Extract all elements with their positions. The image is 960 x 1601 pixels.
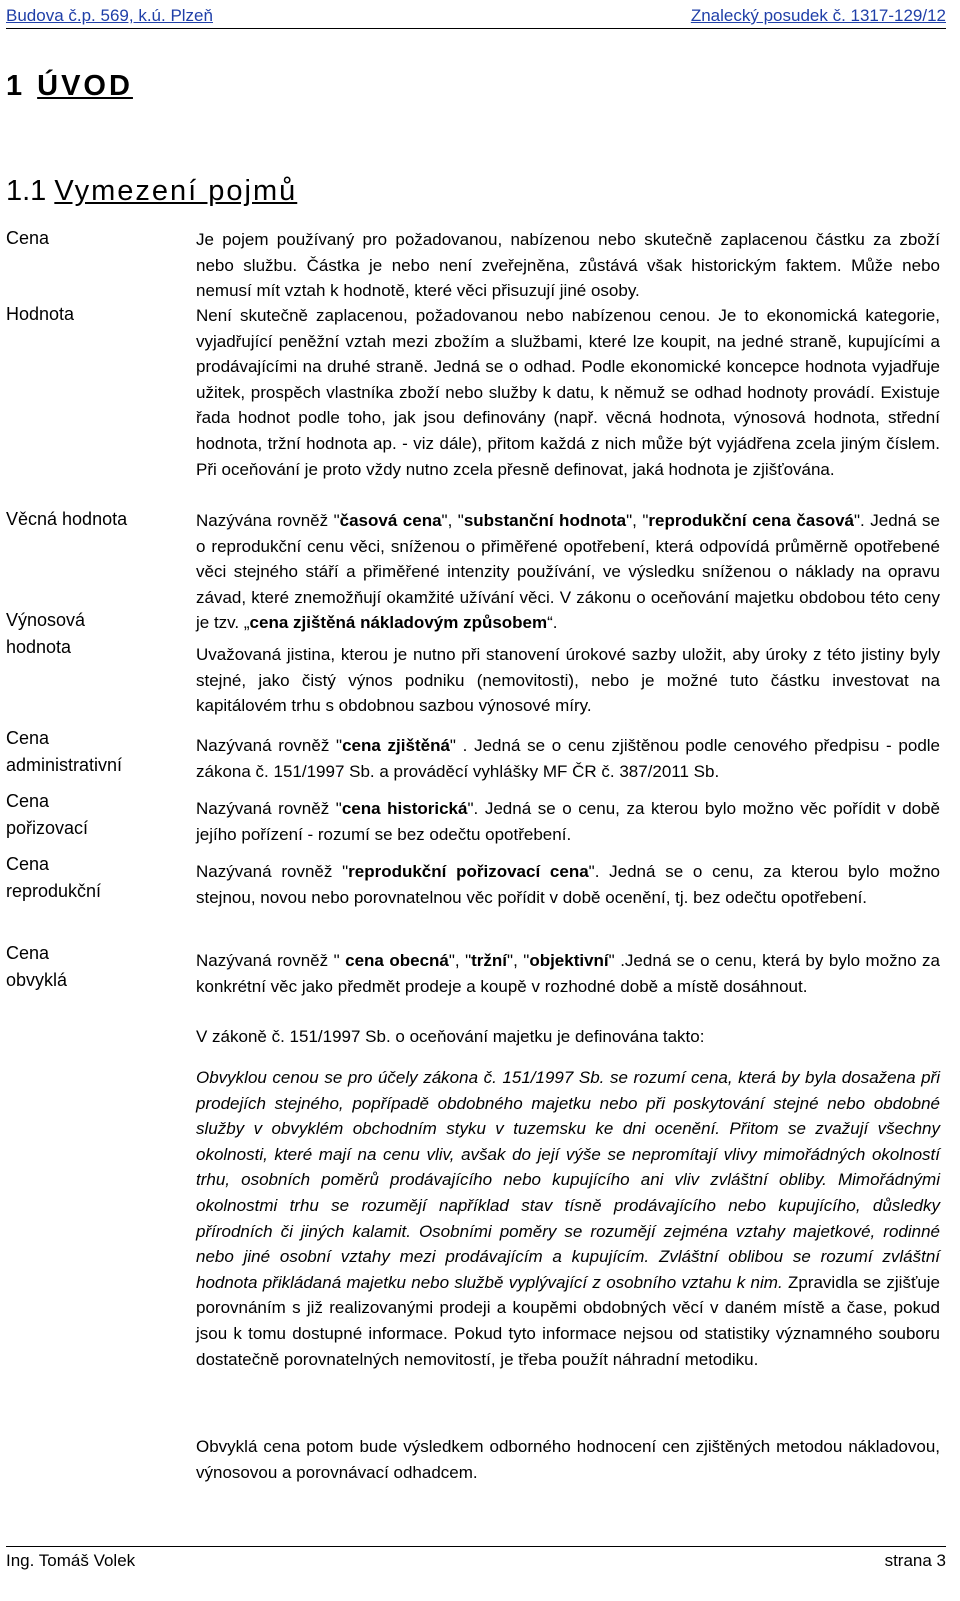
bold-term: cena zjištěná (342, 736, 450, 755)
bold-term: cena obecná (345, 951, 449, 970)
heading-2-title: Vymezení pojmů (54, 175, 298, 207)
bold-term: časová cena (339, 511, 442, 530)
term-cena-obvykla (6, 940, 186, 994)
para-cena-porizovaci (196, 796, 940, 847)
para-cena-administrativni (196, 733, 940, 784)
text: ". Jedná se o cenu, za kterou bylo možno stejnou, novou nebo porovnatelnou věc pořídit v době ocenění, tj. bez odečtu opotřebení. (196, 862, 940, 907)
text: Nazývaná rovněž " (196, 951, 346, 970)
bold-term: reprodukční cena časová (648, 511, 854, 530)
heading-1 (6, 70, 133, 103)
text: ", " (507, 951, 530, 970)
term-cena-reprodukcni (6, 851, 186, 905)
text: ". Jedná se o reprodukční cenu věci, sníženou o přiměřené opotřebení, která odpovídá průměrně opotřebené věci stejného stáří a přiměřené intenzity používání, ve výsledku sníženou o náklady na opravu závad, které znemožňují okamžité užívání věci. V zákonu o oceňování majetku obdobou této ceny je tzv. „ (196, 511, 941, 633)
bold-term: substanční hodnota (463, 511, 627, 530)
text: Zpravidla se zjišťuje porovnáním s již realizovanými prodeji a koupěmi obdobných věcí v daném místě a čase, pokud jsou k tomu dostupné informace. Pokud tyto informace nejsou od statistiky významného souboru dostatečně porovnatelných nemovitostí, je třeba použít náhradní metodiku. (196, 1272, 941, 1369)
text: ". Jedná se o cenu, za kterou bylo možno věc pořídit v době jejího pořízení - rozumí se bez odečtu opotřebení. (196, 799, 941, 844)
term-line: Cena (6, 854, 50, 874)
para-cena-obvykla (196, 948, 940, 999)
term-line: obvyklá (6, 970, 68, 990)
para-legal-definition (196, 1065, 940, 1372)
term-line: Cena (6, 728, 50, 748)
term-cena: Cena (6, 228, 50, 248)
bold-term: reprodukční pořizovací cena (348, 862, 589, 881)
para-cena: Je pojem používaný pro požadovanou, nabízenou nebo skutečně zaplacenou částku za zboží nebo službu. Částka je nebo není zveřejněna, zůstává však historickým faktem. Může nebo nemusí mít vztah k hodnotě, které věci přisuzují jiné osoby. (196, 230, 940, 301)
bold-term: cena zjištěná nákladovým způsobem (249, 613, 548, 633)
heading-1-title: ÚVOD (37, 70, 133, 102)
header-right: Znalecký posudek č. 1317-129/12 (690, 6, 946, 25)
bold-term: tržní (471, 951, 508, 970)
term-line: reprodukční (6, 881, 102, 901)
para-vynosova-hodnota: Uvažovaná jistina, kterou je nutno při stanovení úrokové sazby uložit, aby úroky z této jistiny byly stejné, jako čistý výnos podniku (nemovitosti), nebo je možné tuto částku investovat na kapitálovém trhu s obdobnou sazbou výnosové míry. (196, 645, 940, 716)
term-line: Výnosová (6, 610, 86, 630)
text: Nazývaná rovněž " (196, 862, 349, 881)
footer-author: Ing. Tomáš Volek (6, 1551, 136, 1570)
term-vecna-hodnota: Věcná hodnota (6, 509, 128, 529)
term-cena-porizovaci (6, 788, 186, 842)
heading-2 (6, 175, 297, 208)
term-line: Cena (6, 943, 50, 963)
heading-1-number: 1 (6, 70, 24, 102)
bold-term: objektivní (529, 951, 609, 970)
term-cena-administrativni (6, 725, 186, 779)
italic-definition: Obvyklou cenou se pro účely zákona č. 151/1997 Sb. se rozumí cena, která by byla dosažena při prodejích stejného, popřípadě obdobného majetku nebo při poskytování stejné nebo obdobné služby v obvyklém obchodním styku v tuzemsku ke dni ocenění. Přitom se zvažují všechny okolnosti, které mají na cenu vliv, avšak do její výše se nepromítají vlivy mimořádných okolností trhu, osobních poměrů prodávajícího nebo kupujícího ani vliv zvláštní obliby. Mimořádnými okolnostmi trhu se rozumějí například stav tísně prodávajícího nebo kupujícího, důsledky přírodních či jiných kalamit. Osobními poměry se rozumějí zejména vztahy majetkové, rodinné nebo jiné osobní vztahy mezi prodávajícím a kupujícím. Zvláštní oblibou se rozumí zvláštní hodnota přikládaná majetku nebo službě vyplývající z osobního vztahu k nim. (196, 1068, 940, 1292)
para-vecna-hodnota (196, 508, 940, 636)
header-left: Budova č.p. 569, k.ú. Plzeň (6, 6, 213, 25)
page-header (6, 6, 946, 29)
text: ", " (626, 511, 649, 530)
term-hodnota: Hodnota (6, 304, 75, 324)
heading-2-number: 1.1 (6, 175, 47, 207)
term-line: pořizovací (6, 818, 89, 838)
para-hodnota: Není skutečně zaplacenou, požadovanou nebo nabízenou cenou. Je to ekonomická kategorie, vyjadřující peněžní vztah mezi zbožím a službami, které lze koupit, na jedné straně, kupujícími a prodávajícími na druhé straně. Jedná se o odhad. Podle ekonomické koncepce hodnota vyjadřuje užitek, prospěch vlastníka zboží nebo služby k datu, k němuž se odhad hodnoty provádí. Existuje řada hodnot podle toho, jak jsou definovány (např. věcná hodnota, výnosová hodnota, střední hodnota, tržní hodnota ap. - viz dále), přitom každá z nich může být vyjádřena zcela jiným číslem. Při oceňování je proto vždy nutno zcela přesně definovat, jaká hodnota je zjišťována. (196, 306, 940, 479)
text: Nazývána rovněž " (196, 511, 340, 530)
text: “. (547, 613, 558, 633)
term-line: hodnota (6, 637, 72, 657)
term-line: administrativní (6, 755, 123, 775)
page-footer (6, 1546, 946, 1570)
para-cena-reprodukcni (196, 859, 940, 910)
term-line: Cena (6, 791, 50, 811)
text: Nazývaná rovněž " (196, 736, 343, 755)
bold-term: cena historická (341, 799, 468, 818)
footer-page-number: strana 3 (884, 1551, 946, 1570)
text: ", " (441, 511, 464, 530)
text: Nazývaná rovněž " (196, 799, 342, 818)
text: ", " (448, 951, 472, 970)
term-vynosova-hodnota (6, 607, 186, 661)
text: " .Jedná se o cenu, která by bylo možno za konkrétní věc jako předmět prodeje a koupě v rozhodné době a místě dosáhnout. (196, 951, 941, 996)
para-law-reference: V zákoně č. 151/1997 Sb. o oceňování majetku je definována takto: (196, 1027, 705, 1046)
para-conclusion: Obvyklá cena potom bude výsledkem odborného hodnocení cen zjištěných metodou nákladovou, výnosovou a porovnávací odhadcem. (196, 1437, 940, 1482)
text: " . Jedná se o cenu zjištěnou podle cenového předpisu - podle zákona č. 151/1997 Sb. a prováděcí vyhlášky MF ČR č. 387/2011 Sb. (196, 736, 941, 781)
